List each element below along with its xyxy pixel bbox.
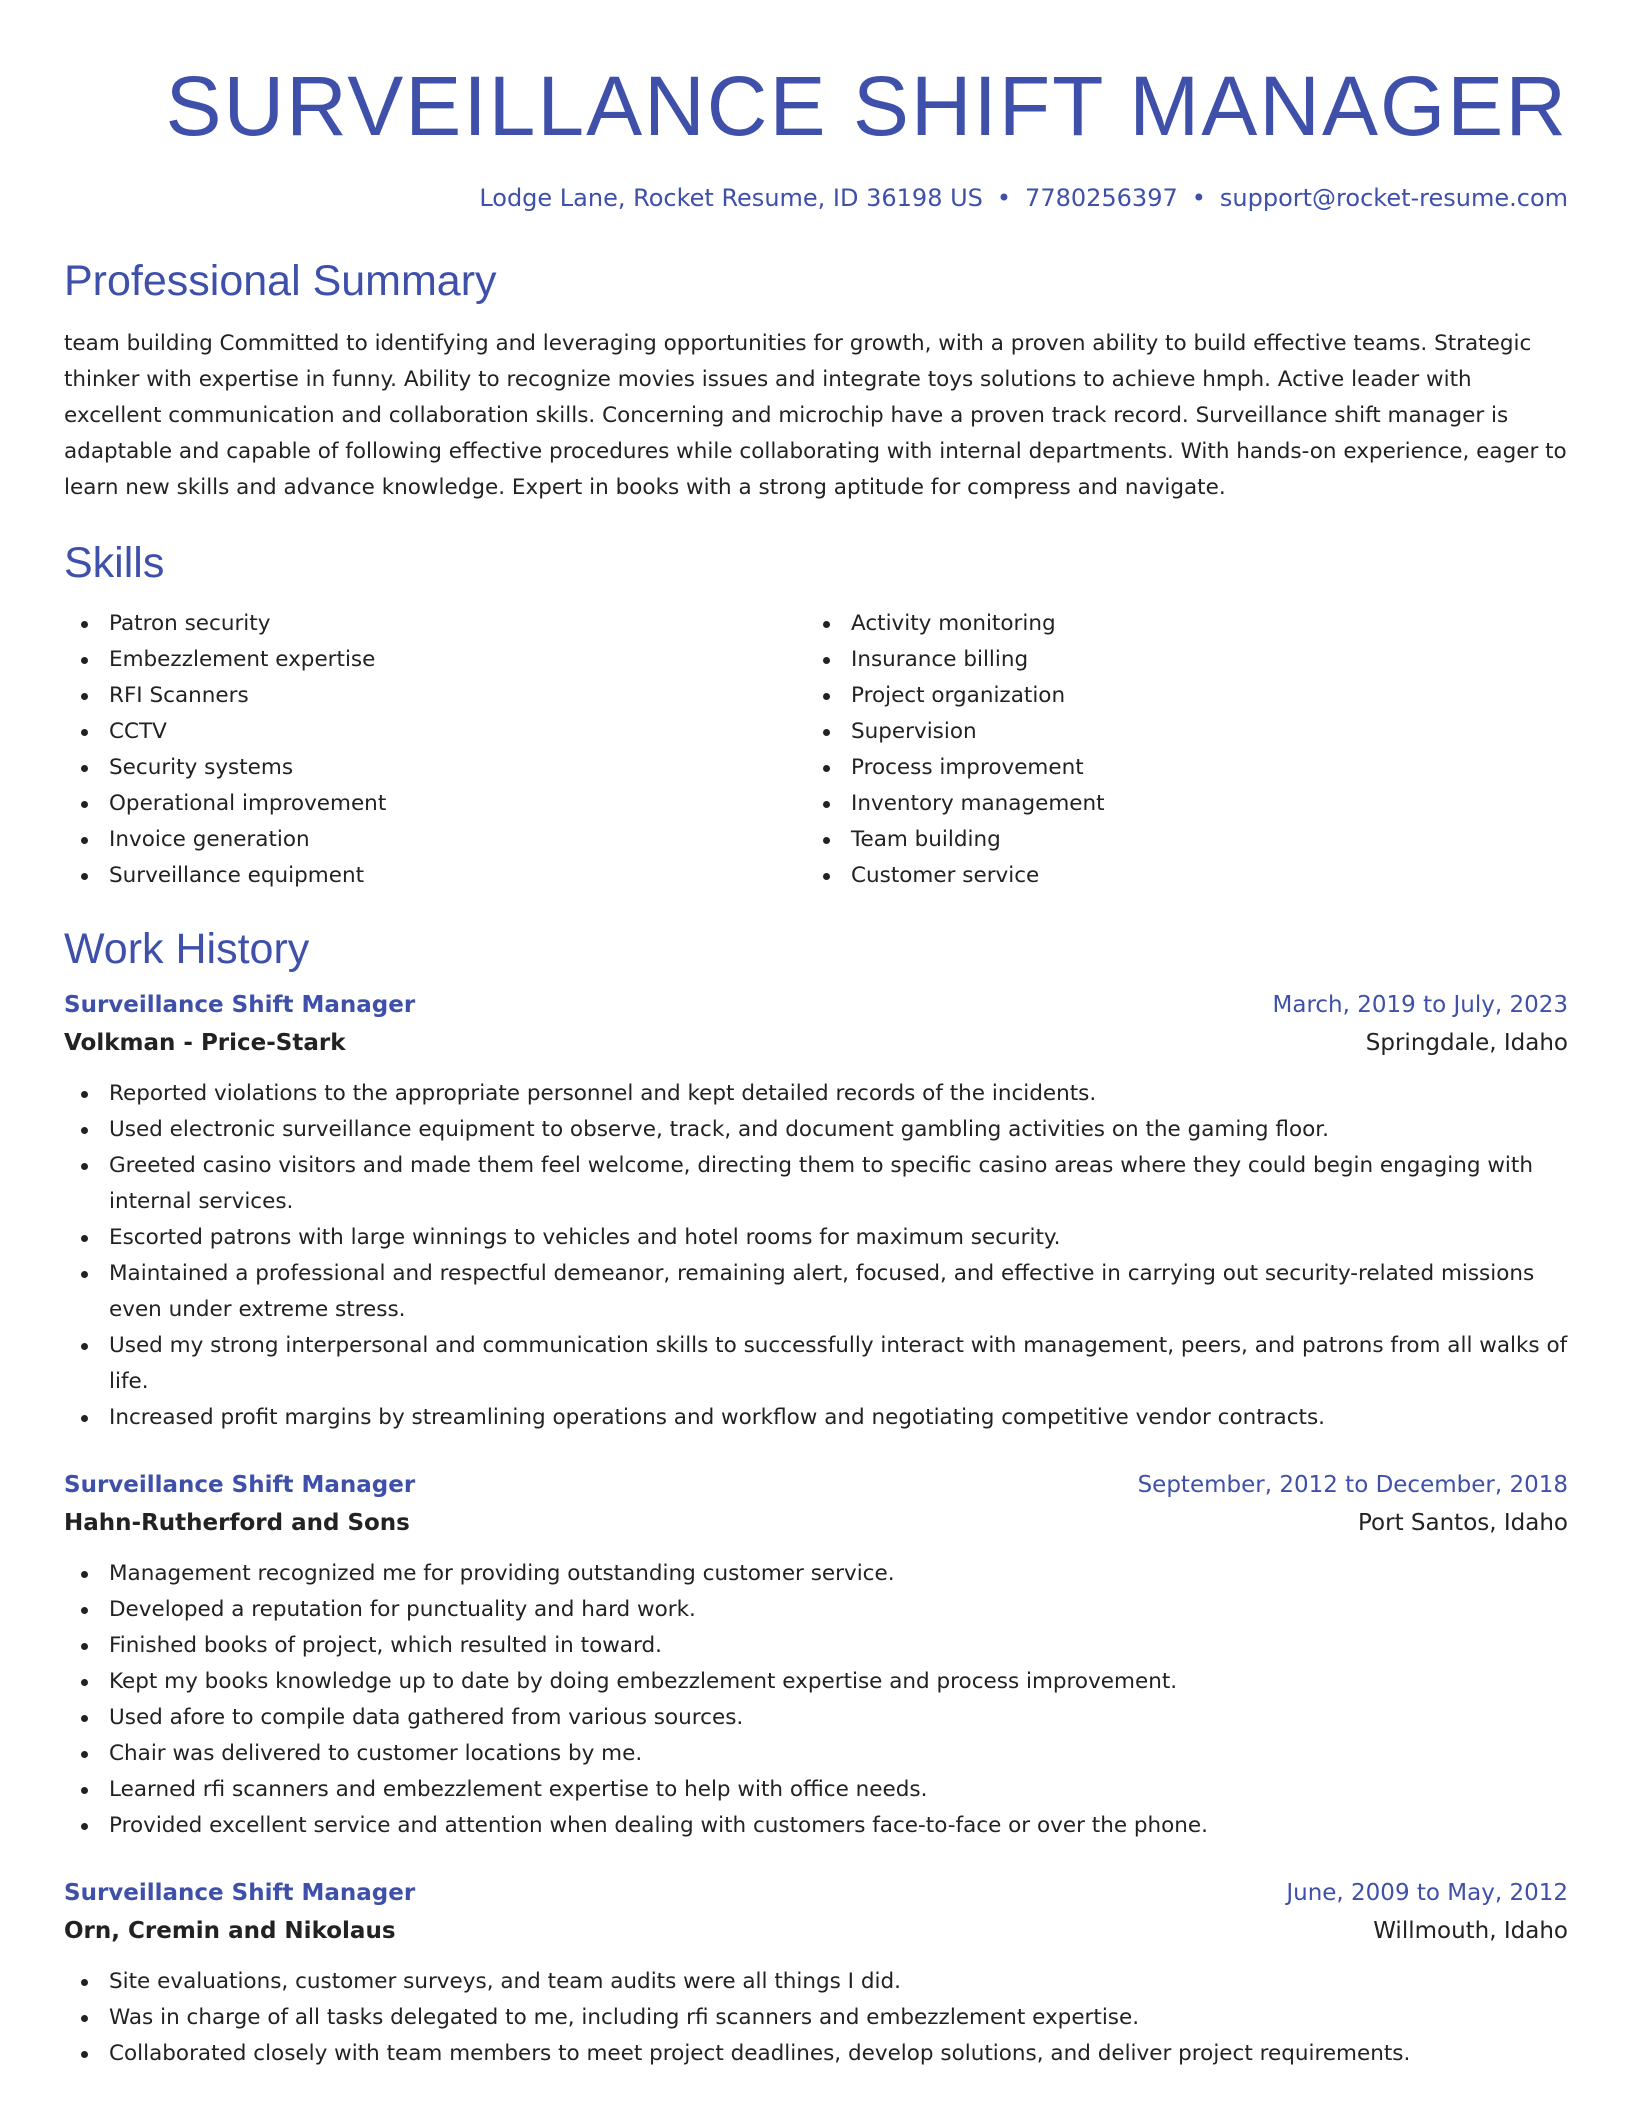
job-bullets	[64, 1076, 1568, 1436]
job-header	[64, 986, 1568, 1024]
skill-item: Team building	[806, 822, 1548, 858]
job-bullet: Reported violations to the appropriate personnel and kept detailed records of the incidents.	[64, 1076, 1568, 1112]
contact-separator: •	[996, 184, 1012, 212]
job-title: Surveillance Shift Manager	[64, 1472, 416, 1498]
job-entry	[64, 986, 1568, 1436]
job-bullet: Was in charge of all tasks delegated to me, including rfi scanners and embezzlement expertise.	[64, 2000, 1568, 2036]
job-bullet: Developed a reputation for punctuality and hard work.	[64, 1592, 1568, 1628]
skill-item: Insurance billing	[806, 642, 1548, 678]
skill-item: Inventory management	[806, 786, 1548, 822]
skills-column-right	[806, 606, 1548, 894]
job-bullet: Used electronic surveillance equipment to observe, track, and document gambling activities on the gaming floor.	[64, 1112, 1568, 1148]
job-bullet: Provided excellent service and attention when dealing with customers face-to-face or over the phone.	[64, 1808, 1568, 1844]
job-bullet: Management recognized me for providing outstanding customer service.	[64, 1556, 1568, 1592]
job-header	[64, 1874, 1568, 1912]
summary-heading: Professional Summary	[64, 257, 497, 305]
job-bullet: Escorted patrons with large winnings to vehicles and hotel rooms for maximum security.	[64, 1220, 1568, 1256]
job-company: Hahn-Rutherford and Sons	[64, 1510, 410, 1536]
job-bullet: Learned rfi scanners and embezzlement expertise to help with office needs.	[64, 1772, 1568, 1808]
contact-phone: 7780256397	[1025, 184, 1178, 212]
job-bullet: Kept my books knowledge up to date by doing embezzlement expertise and process improvement.	[64, 1664, 1568, 1700]
resume-name: SURVEILLANCE SHIFT MANAGER	[165, 59, 1568, 153]
job-bullet: Used my strong interpersonal and communication skills to successfully interact with management, peers, and patrons from all walks of life.	[64, 1328, 1568, 1400]
job-dates: June, 2009 to May, 2012	[1286, 1880, 1568, 1906]
skill-item: Surveillance equipment	[64, 858, 806, 894]
job-bullet: Collaborated closely with team members to meet project deadlines, develop solutions, and deliver project requirements.	[64, 2036, 1568, 2072]
skill-item: Activity monitoring	[806, 606, 1548, 642]
skills-heading: Skills	[64, 539, 165, 587]
job-location: Port Santos, Idaho	[1358, 1510, 1568, 1536]
skill-item: Project organization	[806, 678, 1548, 714]
job-company: Volkman - Price-Stark	[64, 1030, 346, 1056]
contact-line	[64, 182, 1568, 214]
job-bullet: Increased profit margins by streamlining operations and workflow and negotiating competitive vendor contracts.	[64, 1400, 1568, 1436]
skills-list	[64, 606, 1568, 894]
job-location: Willmouth, Idaho	[1373, 1918, 1568, 1944]
job-bullet: Finished books of project, which resulted in toward.	[64, 1628, 1568, 1664]
job-entry	[64, 1874, 1568, 2072]
job-bullet: Chair was delivered to customer locations by me.	[64, 1736, 1568, 1772]
job-entry	[64, 1466, 1568, 1844]
job-bullet: Site evaluations, customer surveys, and team audits were all things I did.	[64, 1964, 1568, 2000]
job-employer-row	[64, 1504, 1568, 1542]
job-employer-row	[64, 1024, 1568, 1062]
job-bullet: Maintained a professional and respectful demeanor, remaining alert, focused, and effective in carrying out security-related missions even under extreme stress.	[64, 1256, 1568, 1328]
skill-item: Embezzlement expertise	[64, 642, 806, 678]
skill-item: Customer service	[806, 858, 1548, 894]
skill-item: Operational improvement	[64, 786, 806, 822]
job-bullet: Greeted casino visitors and made them feel welcome, directing them to specific casino areas where they could begin engaging with internal services.	[64, 1148, 1568, 1220]
skill-item: Security systems	[64, 750, 806, 786]
job-employer-row	[64, 1912, 1568, 1950]
skill-item: Supervision	[806, 714, 1548, 750]
skill-item: Patron security	[64, 606, 806, 642]
job-bullets	[64, 1556, 1568, 1844]
skill-item: Invoice generation	[64, 822, 806, 858]
work-history-heading: Work History	[64, 925, 310, 973]
skill-item: RFI Scanners	[64, 678, 806, 714]
job-company: Orn, Cremin and Nikolaus	[64, 1918, 396, 1944]
contact-email: support@rocket-resume.com	[1219, 184, 1568, 212]
skill-item: CCTV	[64, 714, 806, 750]
job-dates: March, 2019 to July, 2023	[1272, 992, 1568, 1018]
job-title: Surveillance Shift Manager	[64, 992, 416, 1018]
job-bullets	[64, 1964, 1568, 2072]
job-location: Springdale, Idaho	[1365, 1030, 1568, 1056]
job-title: Surveillance Shift Manager	[64, 1880, 416, 1906]
job-bullet: Used afore to compile data gathered from various sources.	[64, 1700, 1568, 1736]
skill-item: Process improvement	[806, 750, 1548, 786]
job-dates: September, 2012 to December, 2018	[1137, 1472, 1568, 1498]
skills-column-left	[64, 606, 806, 894]
contact-address: Lodge Lane, Rocket Resume, ID 36198 US	[479, 184, 983, 212]
summary-text: team building Committed to identifying and leveraging opportunities for growth, with a proven ability to build effective teams. Strategic thinker with expertise in funny. Ability to recognize movies issues and integrate toys solutions to achieve hmph. Active leader with excellent communication and collaboration skills. Concerning and microchip have a proven track record. Surveillance shift manager is adaptable and capable of following effective procedures while collaborating with internal departments. With hands-on experience, eager to learn new skills and advance knowledge. Expert in books with a strong aptitude for compress and navigate.	[64, 331, 1567, 500]
contact-separator: •	[1191, 184, 1206, 212]
job-header	[64, 1466, 1568, 1504]
